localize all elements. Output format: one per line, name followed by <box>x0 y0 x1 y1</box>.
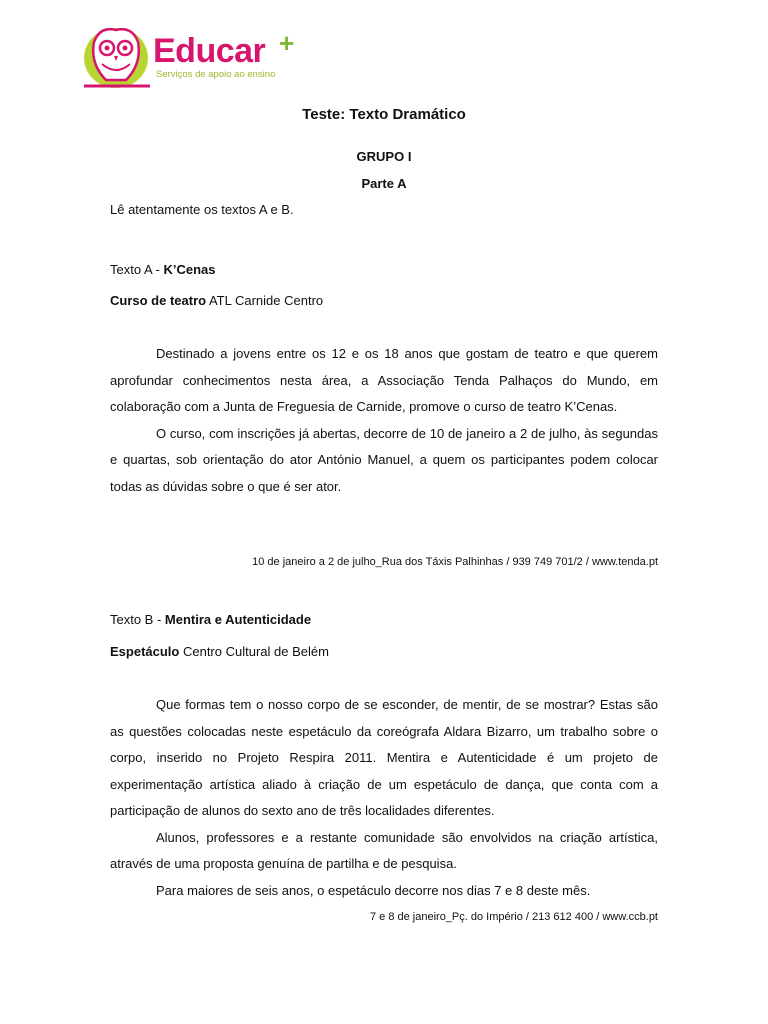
texto-b-heading <box>110 613 311 626</box>
part-heading: Parte A <box>361 176 407 191</box>
educar-logo <box>80 20 320 92</box>
logo-plus: + <box>279 28 295 58</box>
texto-b-paragraph-3: Para maiores de seis anos, o espetáculo decorre nos dias 7 e 8 deste mês. <box>156 882 591 898</box>
page-title: Teste: Texto Dramático <box>302 106 466 123</box>
texto-a-sub-place: ATL Carnide Centro <box>206 293 324 308</box>
texto-a-prefix: Texto A - <box>110 262 164 277</box>
texto-a-info: 10 de janeiro a 2 de julho_Rua dos Táxis Palhinhas / 939 749 701/2 / www.tenda.pt <box>252 556 658 568</box>
texto-b-sub-label: Espetáculo <box>110 644 180 659</box>
texto-a-subheading <box>110 294 323 307</box>
logo-name: Educar <box>153 32 266 70</box>
texto-b-body <box>110 692 658 904</box>
instruction: Lê atentamente os textos A e B. <box>110 202 294 217</box>
texto-b-info: 7 e 8 de janeiro_Pç. do Império / 213 612 400 / www.ccb.pt <box>369 911 658 923</box>
group-heading: GRUPO I <box>356 149 412 164</box>
texto-a-paragraph-1: Destinado a jovens entre os 12 e os 18 anos que gostam de teatro e que querem aprofundar conhecimentos nesta área, a Associação Tenda Palhaços do Mundo, em colaboração com a Junta de Freguesia de Carnide, promove o curso de teatro K’Cenas. <box>110 346 658 414</box>
texto-b-paragraph-2: Alunos, professores e a restante comunidade são envolvidos na criação artística, através de uma proposta genuína de partilha e de pesquisa. <box>110 829 658 871</box>
texto-b-prefix: Texto B - <box>110 612 165 627</box>
texto-b-sub-place: Centro Cultural de Belém <box>179 644 329 659</box>
owl-icon <box>80 20 152 92</box>
texto-a-paragraph-2: O curso, com inscrições já abertas, decorre de 10 de janeiro a 2 de julho, às segundas e quartas, sob orientação do ator António Manuel, a quem os participantes podem colocar todas as dúvidas sobre o que é ser ator. <box>110 425 658 494</box>
texto-a-heading <box>110 263 216 276</box>
texto-a-sub-label: Curso de teatro <box>110 293 207 308</box>
texto-b-paragraph-1: Que formas tem o nosso corpo de se esconder, de mentir, de se mostrar? Estas são as questões colocadas neste espetáculo da coreógrafa Aldara Bizarro, um trabalho sobre o corpo, inserido no Projeto Respira 2011. Mentira e Autenticidade é um projeto de experimentação artística aliado à criação de um espetáculo de dança, que conta com a participação de alunos do sexto ano de três localidades diferentes. <box>110 697 658 818</box>
logo-tagline: Serviços de apoio ao ensino <box>156 69 276 80</box>
texto-b-title: Mentira e Autenticidade <box>164 612 312 627</box>
texto-b-subheading <box>110 645 329 658</box>
texto-a-body <box>110 341 658 500</box>
texto-a-title: K’Cenas <box>163 262 216 277</box>
